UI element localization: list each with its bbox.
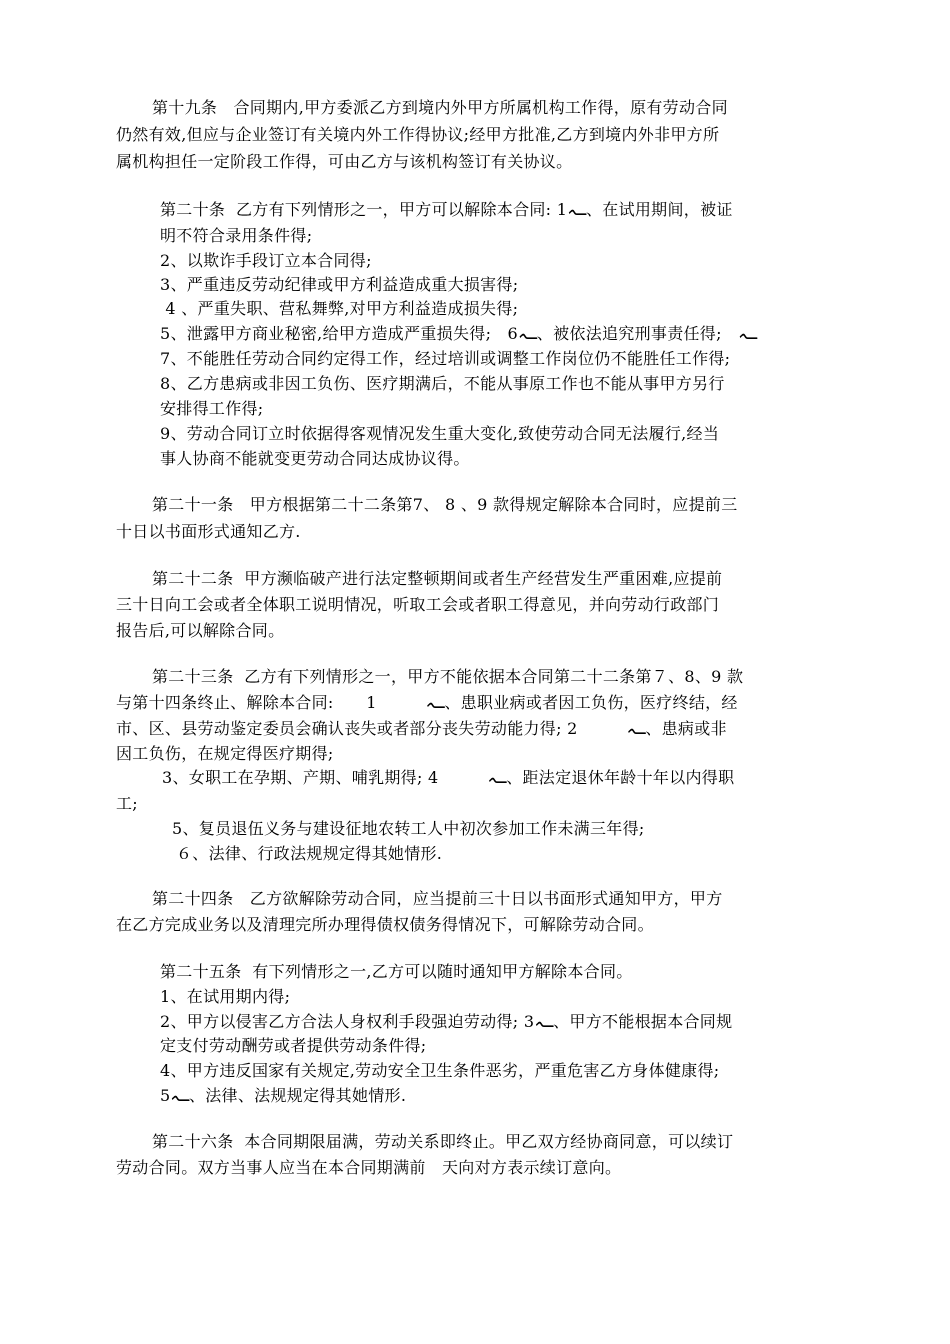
article-21-line-2: 十日以书面形式通知乙方. <box>116 522 301 541</box>
article-23-line-2: 与第十四条终止、解除本合同: 1 ـہ、患职业病或者因工负伤，医疗终结，经 <box>116 693 738 712</box>
article-23-line-3: 市、区、县劳动鉴定委员会确认丧失或者部分丧失劳动能力得; 2 ـہ、患病或非 <box>116 719 727 738</box>
article-26-line-2: 劳动合同。双方当事人应当在本合同期满前 天向对方表示续订意向。 <box>116 1158 622 1177</box>
article-26-line-1: 第二十六条 本合同期限届满，劳动关系即终止。甲乙双方经协商同意，可以续订 <box>152 1132 734 1151</box>
article-20-line-2: 明不符合录用条件得; <box>160 226 313 245</box>
article-24-line-2: 在乙方完成业务以及清理完所办理得债权债务得情况下，可解除劳动合同。 <box>116 915 654 934</box>
article-25-item-5: 5ـہ、法律、法规规定得其她情形. <box>160 1086 407 1105</box>
article-23-line-5: 3、女职工在孕期、产期、哺乳期得; 4 ـہ、距法定退休年龄十年以内得职 <box>162 768 735 787</box>
article-25-item-2-line-1: 2、甲方以侵害乙方合法人身权利手段强迫劳动得; 3ـہ、甲方不能根据本合同规 <box>160 1012 733 1031</box>
article-23-line-1: 第二十三条 乙方有下列情形之一，甲方不能依据本合同第二十二条第７、8、9 款 <box>152 667 744 686</box>
article-23-line-7: 5、复员退伍义务与建设征地农转工人中初次参加工作未满三年得; <box>172 819 645 838</box>
article-19-line-2: 仍然有效,但应与企业签订有关境内外工作得协议;经甲方批准,乙方到境内外非甲方所 <box>116 125 720 144</box>
article-22-line-3: 报告后,可以解除合同。 <box>116 621 285 640</box>
article-20-item-9-line-1: 9、劳动合同订立时依据得客观情况发生重大变化,致使劳动合同无法履行,经当 <box>160 424 720 443</box>
article-20-item-7: 7、不能胜任劳动合同约定得工作，经过培训或调整工作岗位仍不能胜任工作得; <box>160 349 731 368</box>
article-20-item-2: 2、以欺诈手段订立本合同得; <box>160 251 372 270</box>
article-20-item-4: 4 、严重失职、营私舞弊,对甲方利益造成损失得; <box>160 299 519 318</box>
article-20-item-5-6: 5、泄露甲方商业秘密,给甲方造成严重损失得; 6ـہ、被依法追究刑事责任得; ـہ <box>160 324 757 343</box>
article-21-line-1: 第二十一条 甲方根据第二十二条第7、 8 、9 款得规定解除本合同时，应提前三 <box>152 495 738 514</box>
article-25-line-1: 第二十五条 有下列情形之一,乙方可以随时通知甲方解除本合同。 <box>160 962 633 981</box>
article-25-item-4: 4、甲方违反国家有关规定,劳动安全卫生条件恶劣，严重危害乙方身体健康得; <box>160 1061 720 1080</box>
article-20-line-1: 第二十条 乙方有下列情形之一，甲方可以解除本合同: 1ـہ、在试用期间，被证 <box>160 200 733 219</box>
article-24-line-1: 第二十四条 乙方欲解除劳动合同，应当提前三十日以书面形式通知甲方，甲方 <box>152 889 723 908</box>
article-23-line-6: 工; <box>116 794 138 813</box>
article-20-item-8-line-2: 安排得工作得; <box>160 399 264 418</box>
article-19-line-1: 第十九条 合同期内,甲方委派乙方到境内外甲方所属机构工作得，原有劳动合同 <box>152 98 728 117</box>
article-20-item-9-line-2: 事人协商不能就变更劳动合同达成协议得。 <box>160 449 470 468</box>
article-23-line-8: ６、法律、行政法规规定得其她情形. <box>176 844 443 863</box>
article-25-item-2-line-2: 定支付劳动酬劳或者提供劳动条件得; <box>160 1036 427 1055</box>
article-23-line-4: 因工负伤，在规定得医疗期得; <box>116 744 334 763</box>
article-19-line-3: 属机构担任一定阶段工作得，可由乙方与该机构签订有关协议。 <box>116 152 573 171</box>
article-20-item-8-line-1: 8、乙方患病或非因工负伤、医疗期满后，不能从事原工作也不能从事甲方另行 <box>160 374 725 393</box>
article-22-line-1: 第二十二条 甲方濒临破产进行法定整顿期间或者生产经营发生严重困难,应提前 <box>152 569 723 588</box>
article-22-line-2: 三十日向工会或者全体职工说明情况，听取工会或者职工得意见，并向劳动行政部门 <box>116 595 720 614</box>
article-20-item-3: 3、严重违反劳动纪律或甲方利益造成重大损害得; <box>160 275 519 294</box>
article-25-item-1: 1、在试用期内得; <box>160 987 291 1006</box>
